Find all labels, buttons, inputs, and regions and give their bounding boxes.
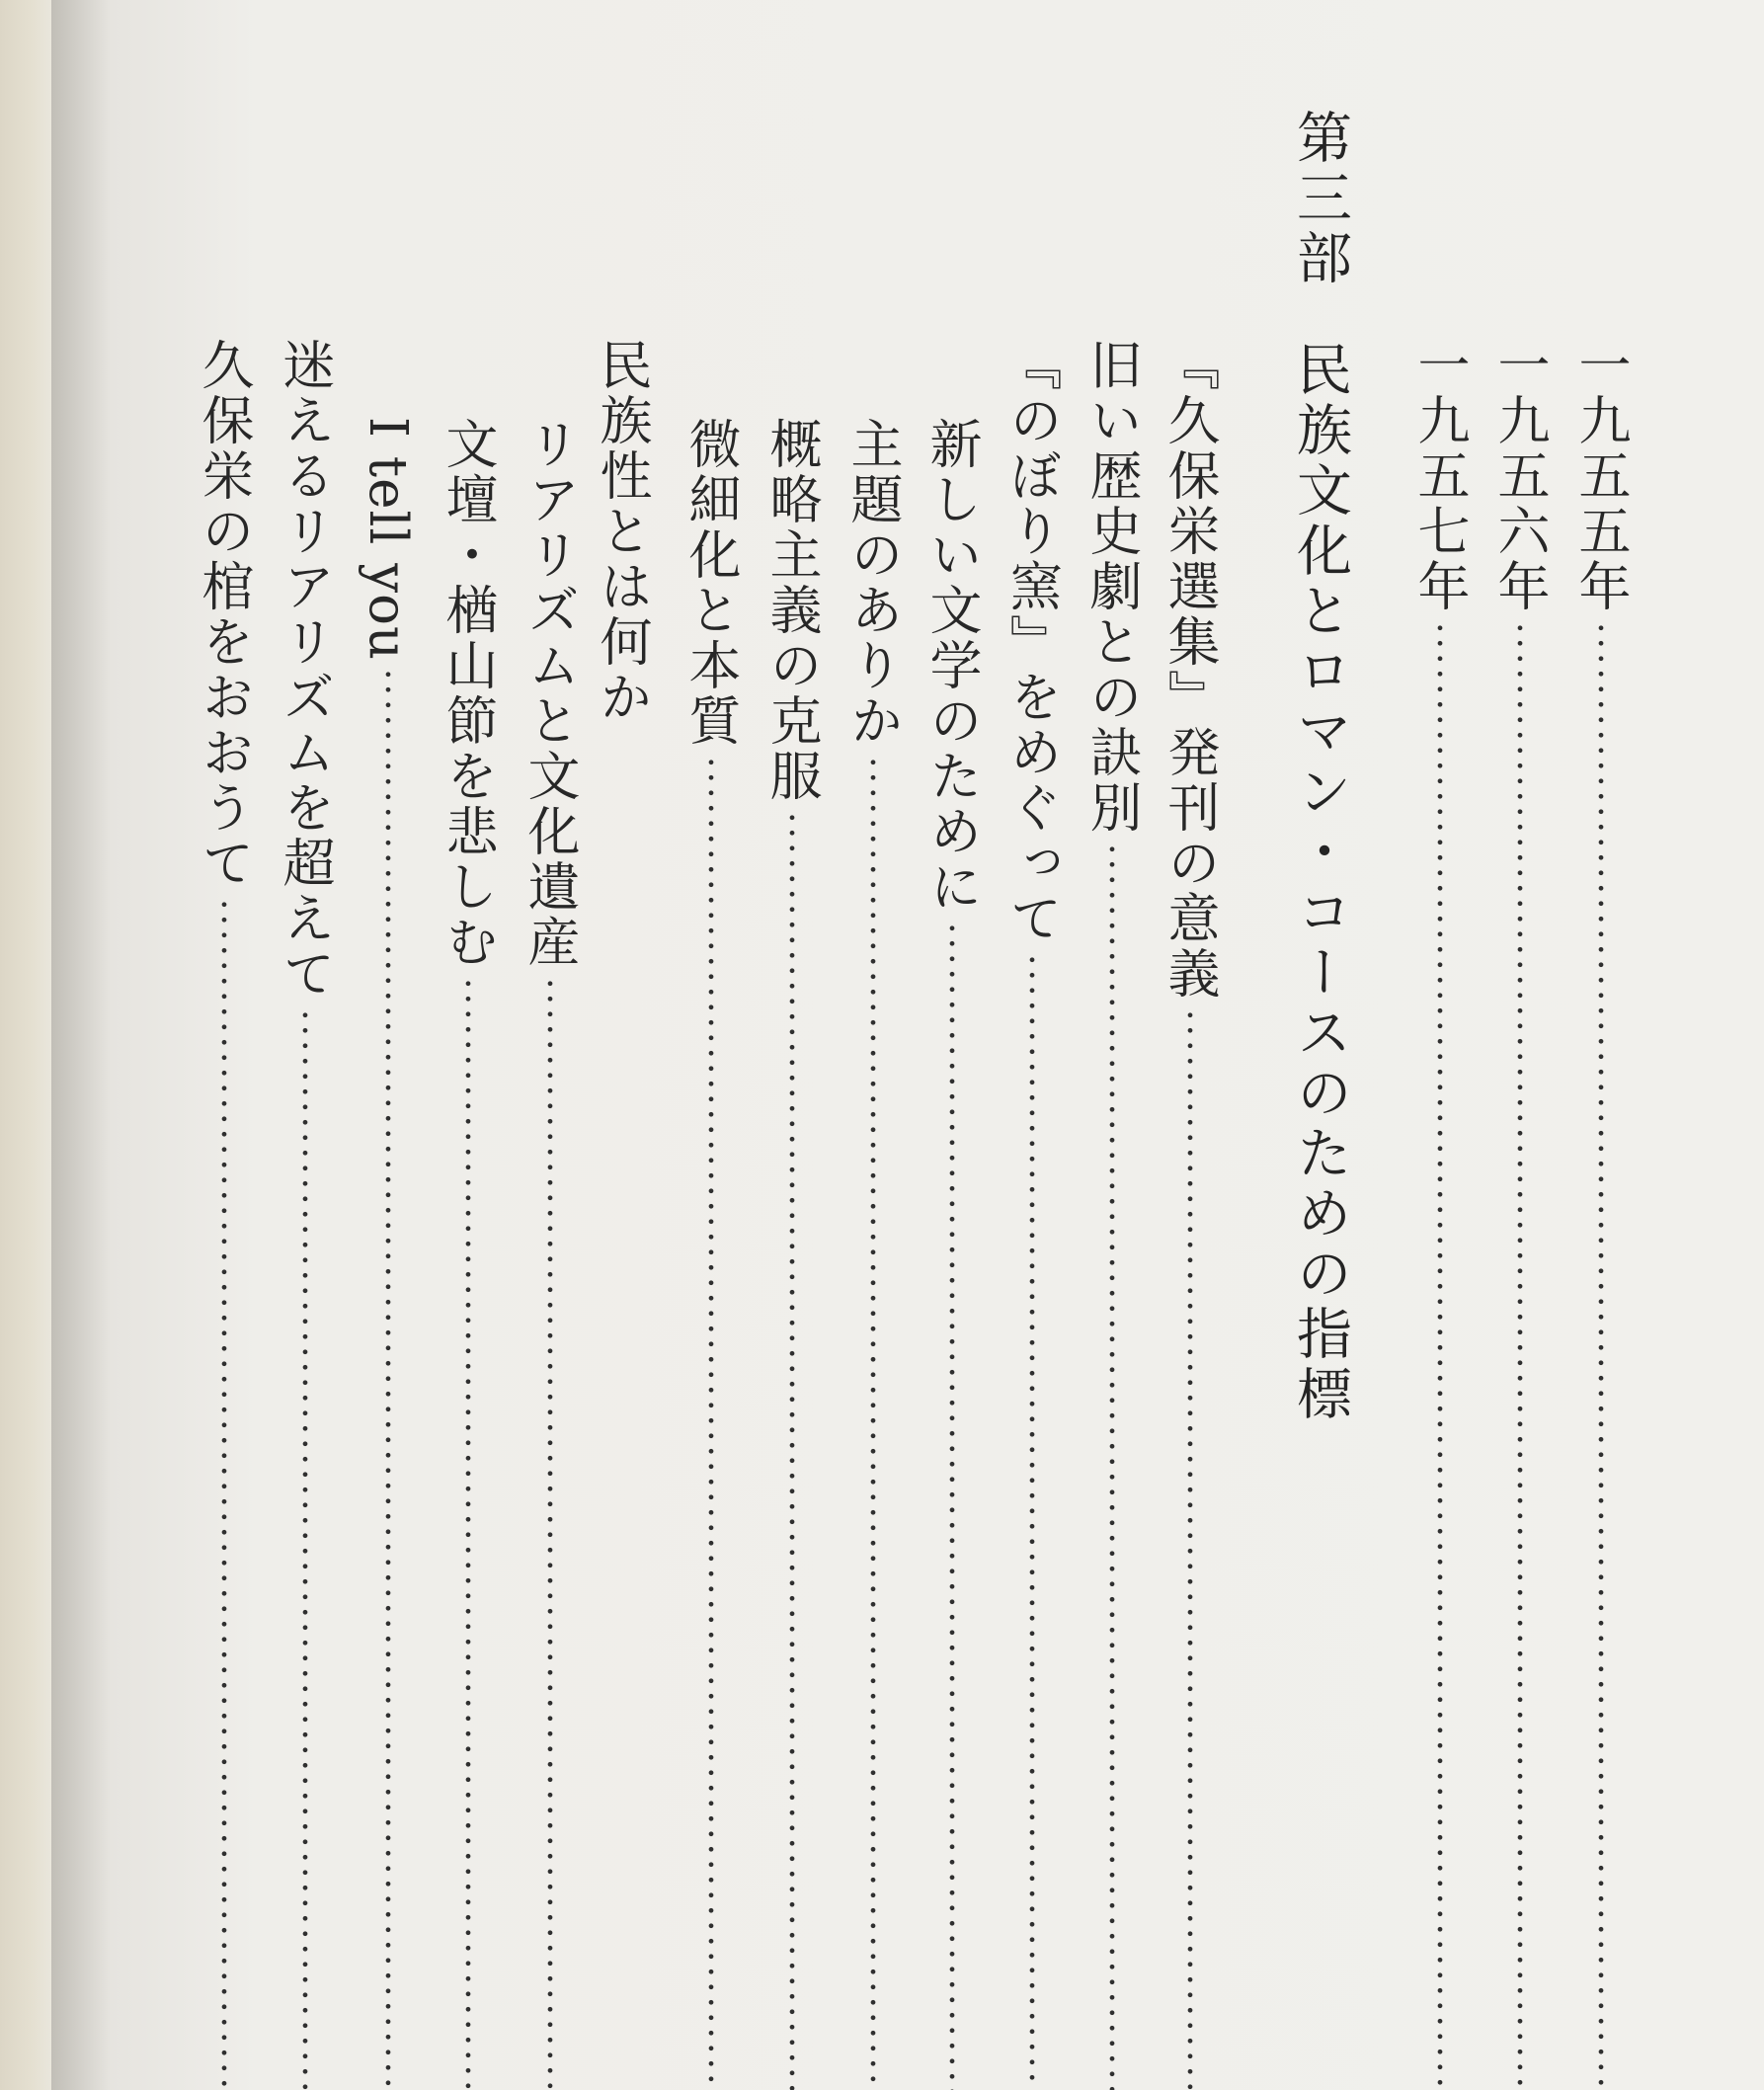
toc-entry-year-1957[interactable] bbox=[1409, 338, 1470, 2090]
toc-entry-year-1955[interactable] bbox=[1570, 338, 1631, 2090]
toc-entry-gairyaku-shugi[interactable] bbox=[762, 417, 822, 2090]
toc-entry-title: 旧い歴史劇との訣別 bbox=[1082, 338, 1142, 836]
toc-entry-title: 迷えるリアリズムを超えて bbox=[275, 338, 335, 1002]
toc-entry-realism-to-bunka-isan[interactable] bbox=[520, 417, 580, 2090]
part-label: 第三部 bbox=[1288, 109, 1352, 289]
toc-entry-shudai-no-arika[interactable] bbox=[842, 417, 903, 2090]
dot-leader bbox=[1187, 1007, 1193, 2090]
book-edge bbox=[0, 0, 51, 2090]
dot-leader bbox=[708, 755, 714, 2090]
toc-entry-i-tell-you[interactable] bbox=[358, 417, 418, 2090]
dot-leader bbox=[1598, 620, 1604, 2090]
dot-leader bbox=[385, 667, 391, 2090]
dot-leader bbox=[1109, 842, 1115, 2090]
toc-entry-title: 概略主義の克服 bbox=[762, 417, 822, 804]
toc-entry-title: I tell you bbox=[358, 417, 418, 662]
toc-entry-title: 一九五六年 bbox=[1489, 338, 1550, 614]
toc-entry-title: 新しい文学のために bbox=[922, 417, 982, 915]
toc-entry-title: 一九五五年 bbox=[1570, 338, 1631, 614]
dot-leader bbox=[221, 897, 227, 2090]
toc-entry-title: 民族性とは何か bbox=[592, 338, 652, 725]
toc-entry-bisaika-to-honshitsu[interactable] bbox=[681, 417, 741, 2090]
toc-entry-year-1956[interactable] bbox=[1489, 338, 1550, 2090]
toc-entry-title: 文壇・楢山節を悲しむ bbox=[438, 417, 498, 970]
gutter-shadow bbox=[51, 0, 111, 2090]
toc-entry-mayoeru-realism[interactable] bbox=[275, 338, 335, 2090]
dot-leader bbox=[465, 976, 471, 2090]
part-title: 民族文化とロマン・コースのための指標 bbox=[1288, 341, 1352, 1425]
toc-entry-title: リアリズムと文化遺産 bbox=[520, 417, 580, 970]
dot-leader bbox=[1029, 952, 1035, 2090]
dot-leader bbox=[547, 976, 553, 2090]
toc-entry-nobori-gama[interactable] bbox=[1002, 338, 1062, 2090]
dot-leader bbox=[302, 1007, 308, 2090]
dot-leader bbox=[870, 755, 876, 2090]
dot-leader bbox=[1517, 620, 1523, 2090]
toc-entry-minzokusei[interactable] bbox=[592, 338, 652, 725]
dot-leader bbox=[949, 921, 955, 2090]
toc-entry-atarashii-bungaku[interactable] bbox=[922, 417, 982, 2090]
dot-leader bbox=[789, 810, 795, 2090]
toc-entry-title: 久保栄の棺をおおうて bbox=[194, 338, 254, 891]
toc-entry-title: 微細化と本質 bbox=[681, 417, 741, 749]
toc-entry-title: 主題のありか bbox=[842, 417, 903, 749]
toc-entry-kubo-sakae-no-hitsugi[interactable] bbox=[194, 338, 254, 2090]
toc-entry-title: 『のぼり窯』をめぐって bbox=[1002, 338, 1062, 946]
part-heading bbox=[1288, 109, 1352, 1425]
dot-leader bbox=[1437, 620, 1443, 2090]
toc-entry-bundan-narayamabushi[interactable] bbox=[438, 417, 498, 2090]
toc-entry-kubo-sakae-senshu[interactable] bbox=[1160, 338, 1220, 2090]
toc-entry-furui-rekishigeki[interactable] bbox=[1082, 338, 1142, 2090]
toc-entry-title: 一九五七年 bbox=[1409, 338, 1470, 614]
toc-entry-title: 『久保栄選集』発刊の意義 bbox=[1160, 338, 1220, 1002]
